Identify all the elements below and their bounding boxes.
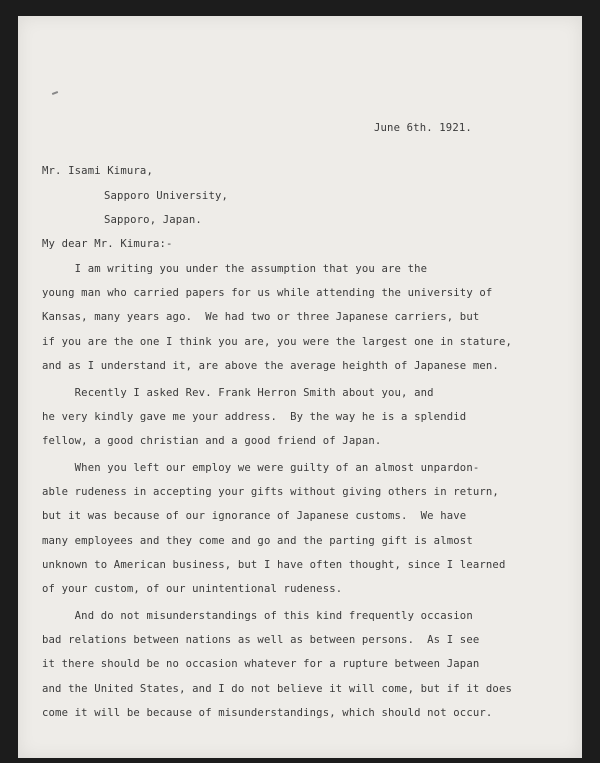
body-line: Kansas, many years ago. We had two or three Japanese carriers, but	[42, 311, 480, 323]
recipient-institution: Sapporo University,	[104, 190, 229, 202]
body-line: fellow, a good christian and a good friend of Japan.	[42, 435, 382, 447]
body-line: come it will be because of misunderstandings, which should not occur.	[42, 707, 493, 719]
recipient-location: Sapporo, Japan.	[104, 214, 202, 226]
body-line: unknown to American business, but I have often thought, since I learned	[42, 559, 506, 571]
body-line: it there should be no occasion whatever for a rupture between Japan	[42, 658, 480, 670]
body-line: and as I understand it, are above the average heighth of Japanese men.	[42, 360, 499, 372]
body-line: of your custom, of our unintentional rudeness.	[42, 583, 343, 595]
body-line: young man who carried papers for us while attending the university of	[42, 287, 493, 299]
recipient-name: Mr. Isami Kimura,	[42, 165, 153, 177]
salutation: My dear Mr. Kimura:-	[42, 238, 173, 250]
body-line: many employees and they come and go and the parting gift is almost	[42, 535, 473, 547]
body-line: and the United States, and I do not believe it will come, but if it does	[42, 683, 513, 695]
body-line: When you left our employ we were guilty of an almost unpardon-	[42, 462, 480, 474]
pencil-mark	[52, 91, 58, 95]
body-line: Recently I asked Rev. Frank Herron Smith about you, and	[42, 387, 434, 399]
body-line: able rudeness in accepting your gifts without giving others in return,	[42, 486, 499, 498]
body-line: but it was because of our ignorance of Japanese customs. We have	[42, 510, 467, 522]
body-line: bad relations between nations as well as between persons. As I see	[42, 634, 480, 646]
body-line: if you are the one I think you are, you were the largest one in stature,	[42, 336, 513, 348]
letter-date: June 6th. 1921.	[374, 122, 472, 134]
body-line: he very kindly gave me your address. By the way he is a splendid	[42, 411, 467, 423]
body-line: I am writing you under the assumption that you are the	[42, 263, 428, 275]
body-line: And do not misunderstandings of this kind frequently occasion	[42, 610, 473, 622]
